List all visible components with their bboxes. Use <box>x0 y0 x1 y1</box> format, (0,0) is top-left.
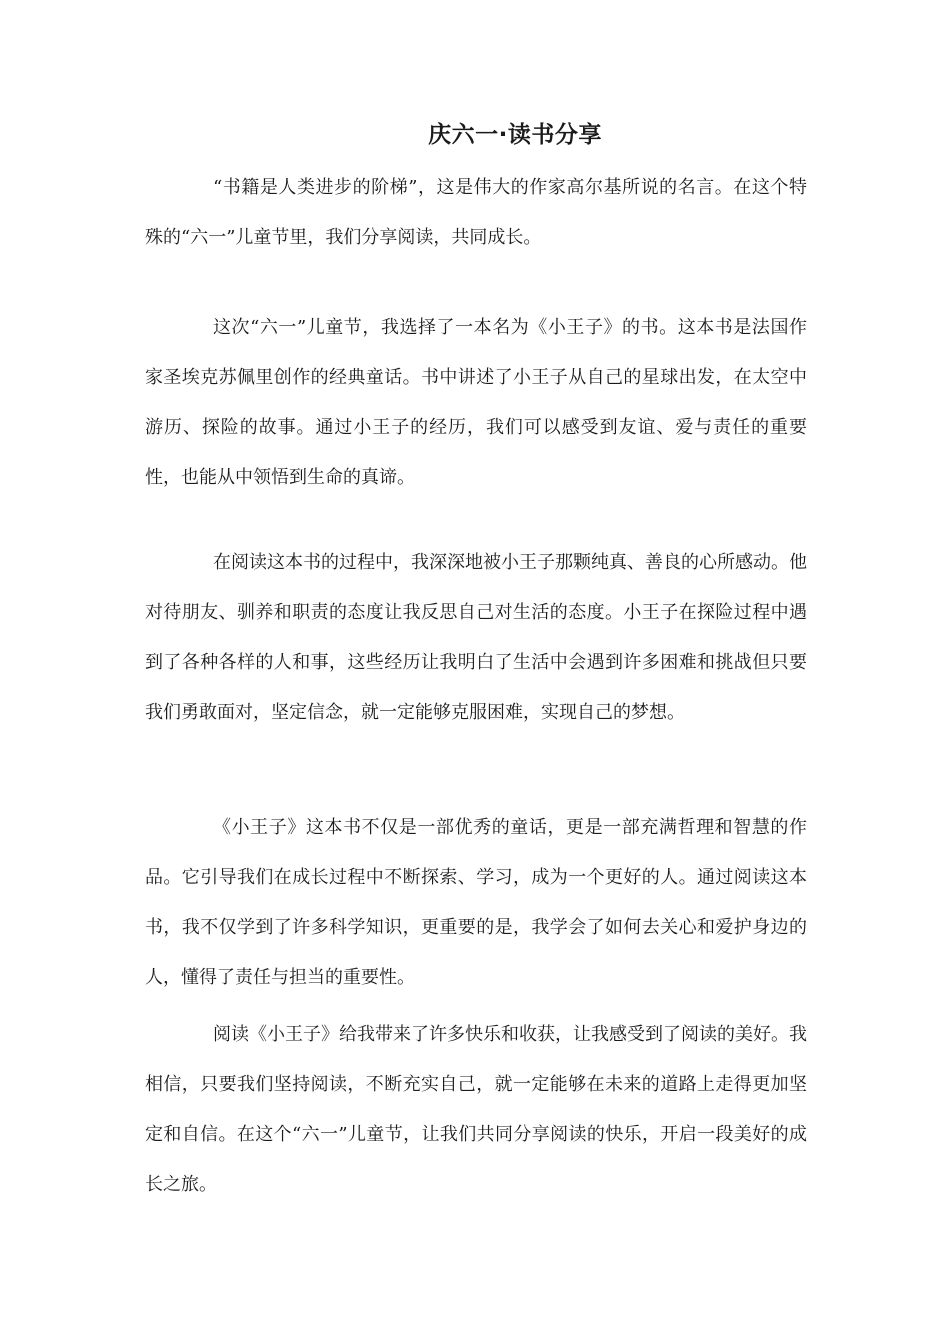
paragraph-intro: “书籍是人类进步的阶梯”，这是伟大的作家高尔基所说的名言。在这个特殊的“六一”儿童节里，我们分享阅读，共同成长。 <box>145 177 807 248</box>
document-title: 庆六一·读书分享 <box>428 122 602 148</box>
paragraph-book-value: 《小王子》这本书不仅是一部优秀的童话，更是一部充满哲理和智慧的作品。它引导我们在成长过程中不断探索、学习，成为一个更好的人。通过阅读这本书，我不仅学到了许多科学知识，更重要的是，我学会了如何去关心和爱护身边的人，懂得了责任与担当的重要性。 <box>145 817 807 988</box>
paragraph-book-choice: 这次“六一”儿童节，我选择了一本名为《小王子》的书。这本书是法国作家圣埃克苏佩里创作的经典童话。书中讲述了小王子从自己的星球出发，在太空中游历、探险的故事。通过小王子的经历，我们可以感受到友谊、爱与责任的重要性，也能从中领悟到生命的真谛。 <box>145 317 807 488</box>
paragraph-reading-feelings: 在阅读这本书的过程中，我深深地被小王子那颗纯真、善良的心所感动。他对待朋友、驯养和职责的态度让我反思自己对生活的态度。小王子在探险过程中遇到了各种各样的人和事，这些经历让我明白了生活中会遇到许多困难和挑战但只要我们勇敢面对，坚定信念，就一定能够克服困难，实现自己的梦想。 <box>145 552 807 723</box>
paragraph-conclusion: 阅读《小王子》给我带来了许多快乐和收获，让我感受到了阅读的美好。我相信，只要我们坚持阅读，不断充实自己，就一定能够在未来的道路上走得更加坚定和自信。在这个“六一”儿童节，让我们共同分享阅读的快乐，开启一段美好的成长之旅。 <box>145 1024 807 1195</box>
